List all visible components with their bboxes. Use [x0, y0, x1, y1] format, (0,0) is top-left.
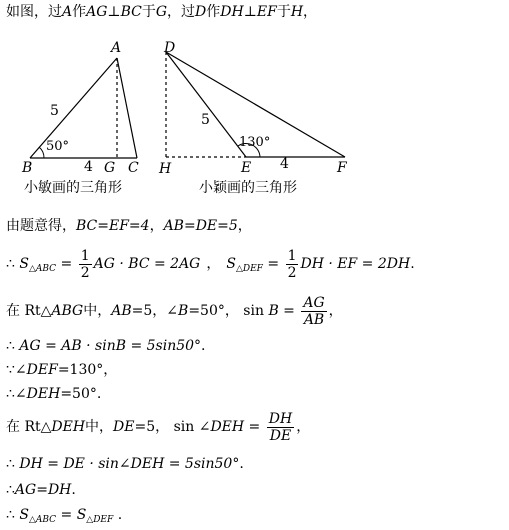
- subscript: △DEF: [235, 264, 263, 274]
- dh-value-line: [6, 454, 244, 474]
- math-var: G: [155, 4, 168, 20]
- text: =: [56, 507, 77, 523]
- therefore-symbol: ∴: [6, 482, 15, 498]
- therefore-symbol: ∴: [6, 507, 15, 523]
- label-e: E: [241, 160, 252, 176]
- text: ，: [296, 419, 311, 435]
- denominator: 2: [287, 264, 297, 281]
- text: =5， sin ∠: [134, 419, 211, 435]
- text: 中，: [83, 303, 112, 319]
- label-d: D: [164, 40, 176, 56]
- label-c: C: [128, 160, 139, 176]
- math-var: DH: [220, 4, 244, 20]
- math: AB: [111, 303, 132, 319]
- denominator: 2: [80, 264, 90, 281]
- subscript: △ABC: [28, 264, 57, 274]
- label-angle-130: 130°: [239, 135, 271, 150]
- text: 作: [72, 4, 87, 20]
- numerator: AG: [303, 294, 325, 311]
- math: DE: [113, 419, 135, 435]
- math: AG · BC = 2AG: [93, 256, 201, 272]
- math-var: BC: [120, 4, 142, 20]
- math: B: [268, 303, 279, 319]
- text: .: [201, 338, 206, 354]
- text: .: [113, 507, 123, 523]
- perp-symbol: ⊥: [107, 4, 121, 20]
- because-symbol: ∵: [6, 362, 15, 378]
- segment-de: [166, 52, 246, 157]
- math-var: EF: [256, 4, 277, 20]
- math: DEH: [210, 419, 245, 435]
- text: ，: [303, 4, 318, 20]
- subscript: △ABC: [28, 515, 57, 525]
- text: =: [278, 303, 300, 319]
- math: AB=DE=5: [163, 218, 238, 234]
- text: =: [262, 256, 284, 272]
- angle-symbol: ∠: [14, 386, 27, 402]
- text: 于: [141, 4, 156, 20]
- text: =5，∠: [131, 303, 179, 319]
- label-f: F: [337, 160, 347, 176]
- text: 如图，过: [6, 4, 62, 20]
- text: ，过: [167, 4, 196, 20]
- math-var: S: [19, 256, 29, 272]
- given-line: [6, 216, 252, 236]
- text: =: [56, 256, 77, 272]
- numerator: 1: [80, 247, 90, 264]
- angle-arc-b: [39, 147, 44, 158]
- text: ，: [206, 256, 221, 272]
- math: DH = DE · sin∠DEH = 5sin50°: [19, 456, 240, 472]
- ag-equals-dh-line: [6, 480, 76, 500]
- label-side-5: 5: [50, 103, 59, 119]
- math: B: [178, 303, 189, 319]
- angle-deh-line: [6, 384, 101, 404]
- ag-value-line: [6, 336, 206, 356]
- segment-ab: [30, 58, 117, 158]
- text: =: [244, 419, 265, 435]
- label-h: H: [159, 161, 172, 177]
- text: ，: [149, 218, 164, 234]
- text: .: [410, 256, 415, 272]
- math: AG = AB · sinB = 5sin50°: [19, 338, 202, 354]
- rt-deh-line: [6, 408, 310, 446]
- math: AG=DH: [14, 482, 72, 498]
- text: ，: [328, 303, 343, 319]
- label-base-4: 4: [84, 159, 93, 175]
- fraction-ag-ab: [301, 295, 326, 328]
- numerator: DH: [268, 410, 293, 427]
- angle-symbol: ∠: [14, 362, 27, 378]
- math: ABG: [51, 303, 84, 319]
- area-equal-line: [6, 505, 122, 530]
- denominator: AB: [303, 311, 325, 328]
- label-angle-50: 50°: [46, 139, 70, 154]
- math-var: S: [19, 507, 29, 523]
- text: 中，: [85, 419, 114, 435]
- math-var: H: [290, 4, 304, 20]
- math-var: AG: [86, 4, 108, 20]
- math-var: D: [195, 4, 207, 20]
- fraction-half: [79, 248, 92, 281]
- text: 在 Rt△: [6, 419, 52, 435]
- therefore-symbol: ∴: [6, 338, 15, 354]
- text: 作: [206, 4, 221, 20]
- label-b: B: [22, 160, 33, 176]
- math-var: S: [226, 256, 236, 272]
- label-side-5: 5: [201, 112, 210, 128]
- figure-triangle-abc: [0, 30, 160, 205]
- math: DH · EF = 2DH: [300, 256, 411, 272]
- segment-ac: [117, 58, 137, 158]
- denominator: DE: [269, 427, 292, 444]
- text: =50°， sin: [188, 303, 269, 319]
- math: DEH: [51, 419, 86, 435]
- text: 于: [276, 4, 291, 20]
- text: =50°.: [60, 386, 102, 402]
- label-a: A: [111, 40, 122, 56]
- fraction-half: [286, 248, 299, 281]
- text: =130°，: [57, 362, 118, 378]
- numerator: 1: [287, 247, 297, 264]
- math: DEF: [26, 362, 58, 378]
- area-formula-line: [6, 245, 415, 288]
- math: BC=EF=4: [76, 218, 150, 234]
- math: DEH: [26, 386, 61, 402]
- caption-fig1: 小敏画的三角形: [24, 180, 122, 196]
- angle-def-line: [6, 360, 117, 380]
- therefore-symbol: ∴: [6, 456, 15, 472]
- math-var: S: [76, 507, 87, 523]
- text: .: [239, 456, 244, 472]
- caption-fig2: 小颖画的三角形: [199, 180, 297, 196]
- perp-symbol: ⊥: [243, 4, 257, 20]
- text: 在 Rt△: [6, 303, 52, 319]
- rt-abg-line: [6, 292, 343, 330]
- math-var: A: [62, 4, 73, 20]
- fraction-dh-de: [267, 411, 294, 444]
- text: 由题意得，: [6, 218, 76, 234]
- therefore-symbol: ∴: [6, 386, 15, 402]
- text: ，: [237, 218, 252, 234]
- text: .: [71, 482, 76, 498]
- label-g: G: [104, 160, 116, 176]
- label-base-4: 4: [280, 156, 289, 172]
- subscript: △DEF: [86, 515, 114, 525]
- therefore-symbol: ∴: [6, 256, 15, 272]
- figure-triangle-def: [155, 30, 365, 205]
- intro-line: [6, 2, 317, 22]
